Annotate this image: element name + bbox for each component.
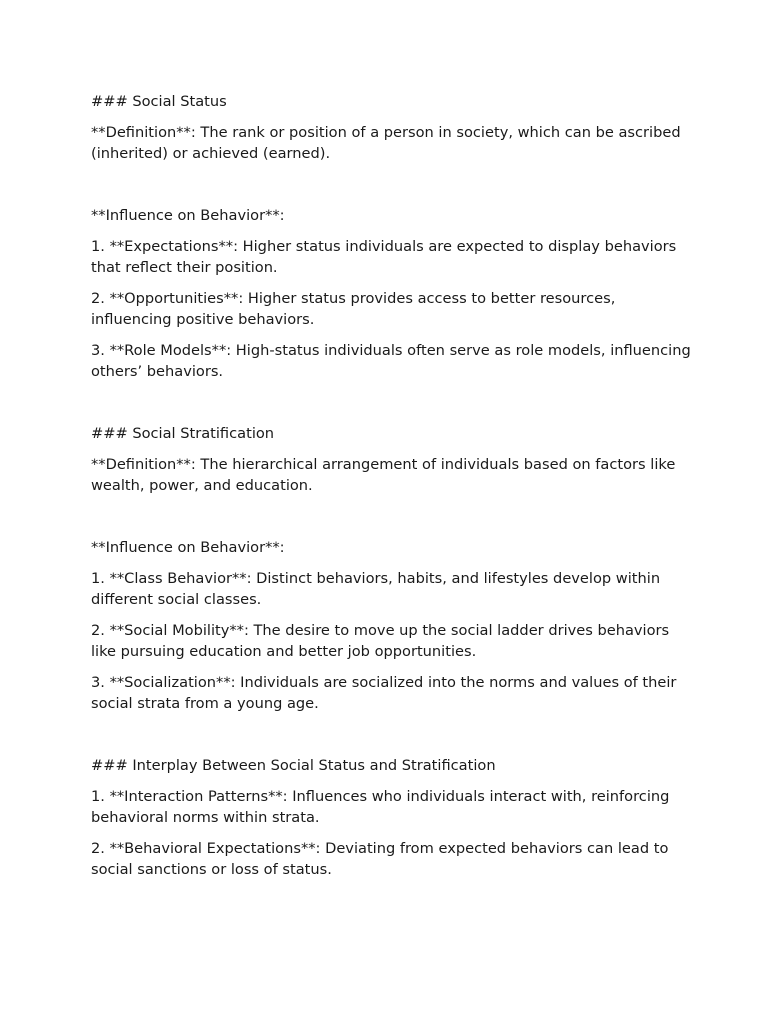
definition-paragraph: **Definition**: The rank or position of a person in society, which can be ascribed (inherited) or achieved (earned). — [91, 124, 681, 162]
list-item: 3. **Socialization**: Individuals are socialized into the norms and values of their social strata from a young age. — [91, 674, 677, 712]
document-body — [91, 91, 691, 890]
list-item: 2. **Behavioral Expectations**: Deviating from expected behaviors can lead to social sanctions or loss of status. — [91, 840, 669, 878]
influence-heading: **Influence on Behavior**: — [91, 207, 285, 224]
section-heading-social-stratification: ### Social Stratification — [91, 425, 275, 442]
list-item: 2. **Opportunities**: Higher status provides access to better resources, influencing positive behaviors. — [91, 290, 616, 328]
influence-heading: **Influence on Behavior**: — [91, 539, 285, 556]
blank-line — [91, 174, 691, 195]
list-item: 3. **Role Models**: High-status individuals often serve as role models, influencing others’ behaviors. — [91, 342, 691, 380]
blank-line — [91, 724, 691, 745]
section-heading-interplay: ### Interplay Between Social Status and Stratification — [91, 757, 496, 774]
list-item: 1. **Interaction Patterns**: Influences who individuals interact with, reinforcing behavioral norms within strata. — [91, 788, 670, 826]
section-heading-social-status: ### Social Status — [91, 93, 227, 110]
list-item: 1. **Expectations**: Higher status individuals are expected to display behaviors that reflect their position. — [91, 238, 677, 276]
blank-line — [91, 506, 691, 527]
list-item: 2. **Social Mobility**: The desire to move up the social ladder drives behaviors like pursuing education and better job opportunities. — [91, 622, 670, 660]
list-item: 1. **Class Behavior**: Distinct behaviors, habits, and lifestyles develop within different social classes. — [91, 570, 661, 608]
definition-paragraph: **Definition**: The hierarchical arrangement of individuals based on factors like wealth, power, and education. — [91, 456, 676, 494]
blank-line — [91, 392, 691, 413]
